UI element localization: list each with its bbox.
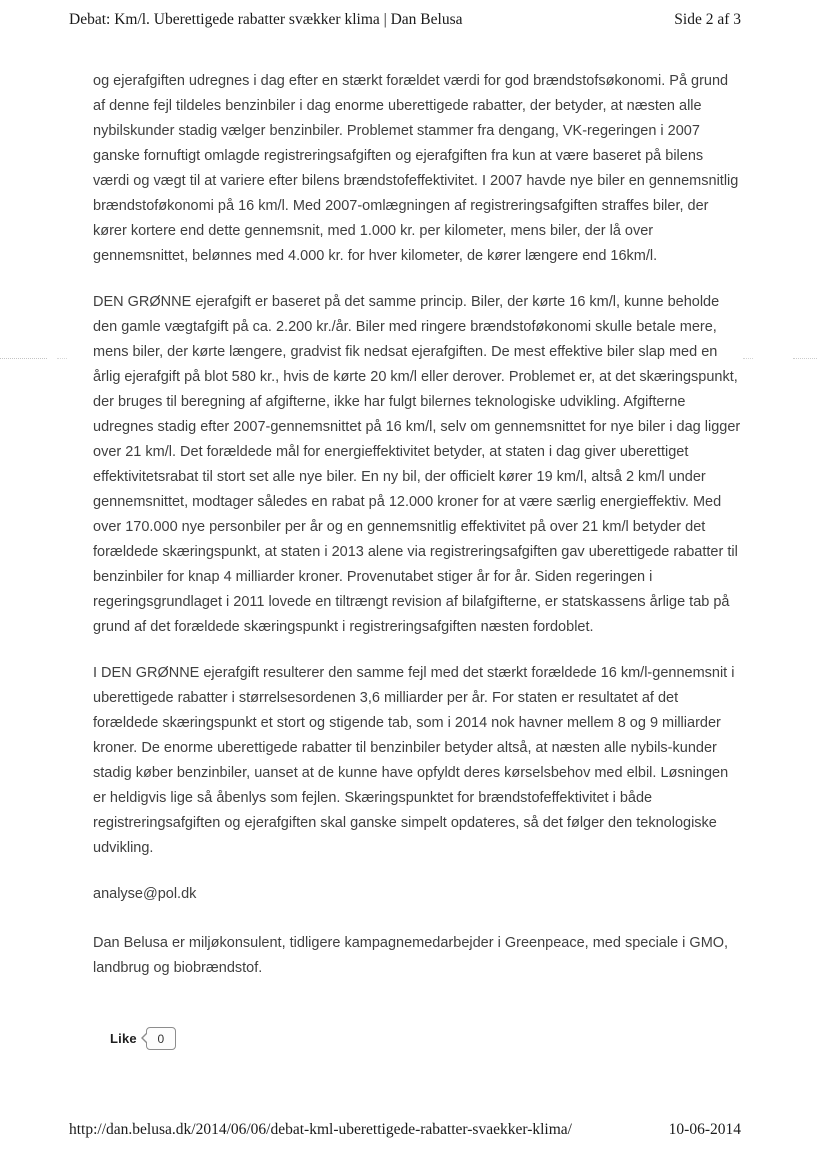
like-widget[interactable]	[110, 1027, 176, 1050]
print-header	[69, 11, 741, 29]
author-note: Dan Belusa er miljøkonsulent, tidligere kampagnemedarbejder i Greenpeace, med speciale i GMO, landbrug og biobrændstof.	[93, 935, 729, 976]
scan-artifact-line	[57, 358, 67, 359]
scan-artifact-line	[743, 358, 753, 359]
scan-artifact-line	[0, 358, 47, 359]
scan-artifact-line	[793, 358, 817, 359]
page-number: Side 2 af 3	[674, 11, 741, 28]
article-body	[93, 69, 741, 981]
document-title: Debat: Km/l. Uberettigede rabatter svækker klima | Dan Belusa	[69, 11, 463, 28]
print-date: 10-06-2014	[668, 1121, 741, 1138]
article-paragraph: og ejerafgiften udregnes i dag efter en stærkt forældet værdi for god brændstofsøkonomi. På grund af denne fejl tildeles benzinbiler i dag enorme uberettigede rabatter, der betyder, at næsten alle nybilskunder stadig vælger benzinbiler. Problemet stammer fra dengang, VK-regeringen i 2007 ganske fornuftigt omlagde registreringsafgiften og ejerafgiften fra kun at være baseret på bilens værdi og vægt til at variere efter bilens brændstofeffektivitet. I 2007 havde nye biler en gennemsnitlig brændstoføkonomi på 16 km/l. Med 2007-omlægningen af registreringsafgiften straffes biler, der kører kortere end dette gennemsnit, med 1.000 kr. per kilometer, mens biler, der lå over gennemsnittet, belønnes med 4.000 kr. for hver kilometer, de kører længere end 16km/l.	[93, 73, 739, 264]
like-button[interactable]: Like	[110, 1031, 137, 1046]
source-url: http://dan.belusa.dk/2014/06/06/debat-kml-uberettigede-rabatter-svaekker-klima/	[69, 1121, 572, 1138]
article-paragraph: DEN GRØNNE ejerafgift er baseret på det samme princip. Biler, der kørte 16 km/l, kunne beholde den gamle vægtafgift på ca. 2.200 kr./år. Biler med ringere brændstoføkonomi skulle betale mere, mens biler, der kørte længere, gradvist fik nedsat ejerafgiften. De mest effektive biler slap med en årlig ejerafgift på blot 580 kr., hvis de kørte 20 km/l eller derover. Problemet er, at det skæringspunkt, der bruges til beregning af afgifterne, ikke har fulgt bilernes teknologiske udvikling. Afgifterne udregnes stadig efter 2007-gennemsnittet på 16 km/l, selv om gennemsnittet for nye biler i dag ligger over 21 km/l. Det forældede mål for energieffektivitet betyder, at staten i dag giver uberettiget effektivitetsrabat til stort set alle nye biler. En ny bil, der officielt kører 19 km/l, altså 2 km/l under gennemsnittet, modtager således en rabat på 12.000 kroner for at være særlig energieffektiv. Med over 170.000 nye personbiler per år og en gennemsnitlig effektivitet på over 21 km/l betyder det forældede skæringspunkt, at staten i 2013 alene via registreringsafgiften gav uberettigede rabatter til benzinbiler for knap 4 milliarder kroner. Provenutabet stiger år for år. Siden regeringen i regeringsgrundlaget i 2011 lovede en tiltrængt revision af bilafgifterne, er statskassens årlige tab på grund af det forældede skæringspunkt i registreringsafgiften næsten fordoblet.	[93, 294, 741, 635]
contact-email: analyse@pol.dk	[93, 886, 197, 902]
print-footer	[69, 1121, 741, 1139]
like-count-bubble[interactable]: 0	[146, 1027, 176, 1050]
article-paragraph: I DEN GRØNNE ejerafgift resulterer den samme fejl med det stærkt forældede 16 km/l-gennemsnit i uberettigede rabatter i størrelsesordenen 3,6 milliarder per år. For staten er resultatet af det forældede skæringspunkt et stort og stigende tab, som i 2014 nok havner mellem 8 og 9 milliarder kroner. De enorme uberettigede rabatter til benzinbiler betyder altså, at næsten alle nybils-kunder stadig køber benzinbiler, uanset at de kunne have opfyldt deres kørselsbehov med elbil. Løsningen er heldigvis lige så åbenlys som fejlen. Skæringspunktet for brændstofeffektivitet i både registreringsafgiften og ejerafgiften skal ganske simpelt opdateres, så det følger den teknologiske udvikling.	[93, 665, 735, 856]
